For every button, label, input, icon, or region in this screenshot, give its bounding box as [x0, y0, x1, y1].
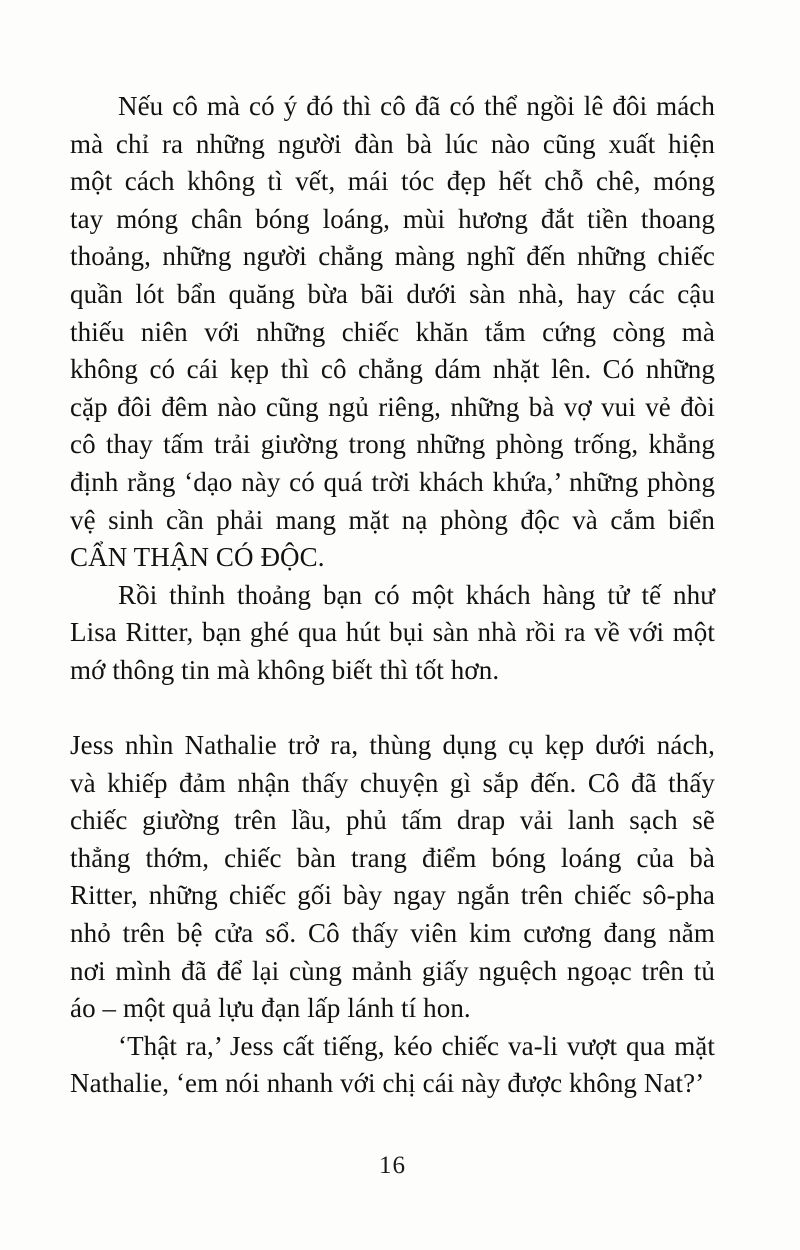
page-number: 16	[379, 1152, 406, 1179]
text-block	[70, 88, 715, 1103]
text-line: Nếu cô mà có ý đó thì cô đã có thể ngồi lê đôi mách	[118, 91, 715, 121]
text-line: không có cái kẹp thì cô chẳng dám nhặt lên. Có những	[70, 354, 715, 385]
text-line: CẨN THẬN CÓ ĐỘC.	[70, 542, 325, 573]
paragraph	[70, 577, 715, 690]
text-line: Lisa Ritter, bạn ghé qua hút bụi sàn nhà rồi ra về với một	[70, 617, 715, 648]
page-footer	[70, 1152, 715, 1180]
paragraph	[70, 88, 715, 577]
text-line: thoảng, những người chẳng màng nghĩ đến những chiếc	[70, 241, 715, 272]
text-line: tay móng chân bóng loáng, mùi hương đắt tiền thoang	[70, 203, 715, 234]
text-line: một cách không tì vết, mái tóc đẹp hết chỗ chê, móng	[70, 166, 715, 197]
text-line: ‘Thật ra,’ Jess cất tiếng, kéo chiếc va-li vượt qua mặt	[118, 1030, 715, 1061]
text-line: quần lót bẩn quăng bừa bãi dưới sàn nhà, hay các cậu	[70, 278, 715, 309]
text-line: cô thay tấm trải giường trong những phòng trống, khẳng	[70, 429, 715, 460]
text-line: Jess nhìn Nathalie trở ra, thùng dụng cụ kẹp dưới nách,	[70, 730, 715, 761]
paragraph	[70, 1028, 715, 1103]
text-line: mà chỉ ra những người đàn bà lúc nào cũng xuất hiện	[70, 128, 715, 159]
text-line: nhỏ trên bệ cửa sổ. Cô thấy viên kim cương đang nằm	[70, 918, 715, 949]
text-line: thẳng thớm, chiếc bàn trang điểm bóng loáng của bà	[70, 842, 715, 873]
text-line: Rồi thỉnh thoảng bạn có một khách hàng tử tế như	[118, 579, 715, 610]
text-line: chiếc giường trên lầu, phủ tấm drap vải lanh sạch sẽ	[70, 805, 715, 836]
text-line: nơi mình đã để lại cùng mảnh giấy nguệch ngoạc trên tủ	[70, 955, 715, 986]
text-line: Ritter, những chiếc gối bày ngay ngắn trên chiếc sô-pha	[70, 880, 715, 911]
text-line: cặp đôi đêm nào cũng ngủ riêng, những bà vợ vui vẻ đòi	[70, 391, 715, 422]
text-line: áo – một quả lựu đạn lấp lánh tí hon.	[70, 993, 471, 1024]
text-line: thiếu niên với những chiếc khăn tắm cứng còng mà	[70, 316, 715, 347]
text-line: và khiếp đảm nhận thấy chuyện gì sắp đến. Cô đã thấy	[70, 767, 715, 798]
text-line: Nathalie, ‘em nói nhanh với chị cái này được không Nat?’	[70, 1068, 705, 1099]
paragraph	[70, 727, 715, 1028]
text-line: vệ sinh cần phải mang mặt nạ phòng độc và cắm biển	[70, 504, 715, 535]
text-line: định rằng ‘dạo này có quá trời khách khứa,’ những phòng	[70, 466, 715, 497]
text-line: mớ thông tin mà không biết thì tốt hơn.	[70, 654, 500, 685]
